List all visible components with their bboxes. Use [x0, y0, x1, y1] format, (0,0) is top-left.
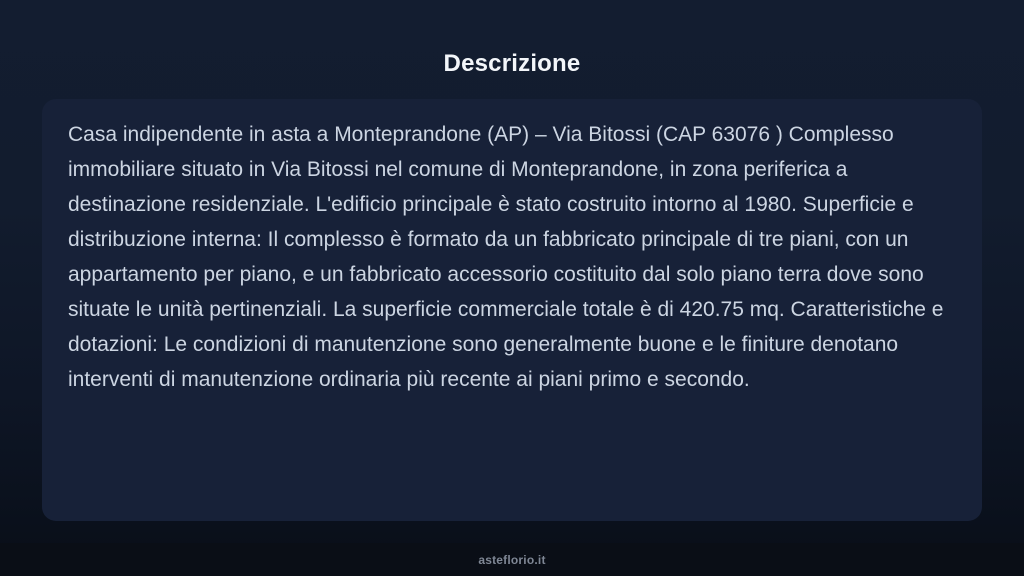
description-card — [42, 99, 982, 521]
footer-bar — [0, 543, 1024, 576]
page-title: Descrizione — [443, 50, 581, 77]
footer-site-label: asteflorio.it — [478, 552, 546, 567]
description-text: Casa indipendente in asta a Monteprandone (AP) – Via Bitossi (CAP 63076 ) Complesso immobiliare situato in Via Bitossi nel comune di Monteprandone, in zona periferica a destinazione residenziale. L'edificio principale è stato costruito intorno al 1980. Superficie e distribuzione interna: Il complesso è formato da un fabbricato principale di tre piani, con un appartamento per piano, e un fabbricato accessorio costituito dal solo piano terra dove sono situate le unità pertinenziali. La superficie commerciale totale è di 420.75 mq. Caratteristiche e dotazioni: Le condizioni di manutenzione sono generalmente buone e le finiture denotano interventi di manutenzione ordinaria più recente ai piani primo e secondo. — [68, 123, 944, 391]
